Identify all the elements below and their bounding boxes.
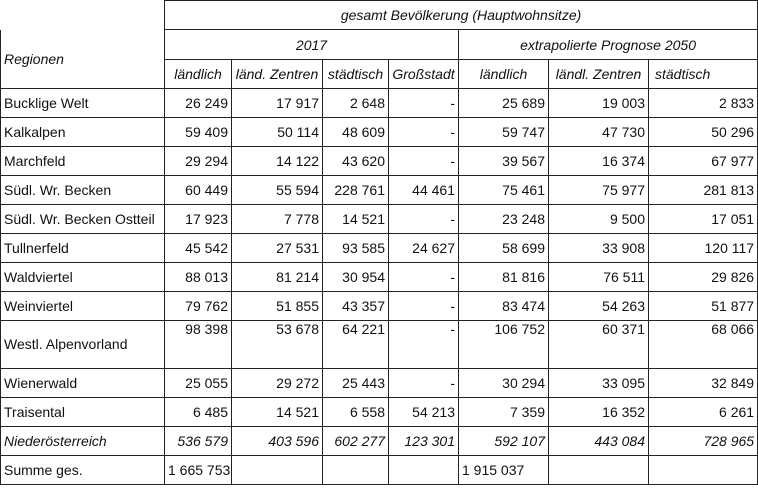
region-name: Waldviertel [1,263,165,292]
value-cell: 48 609 [323,118,389,147]
value-cell: 98 398 [165,321,232,369]
value-cell: 29 272 [232,369,323,398]
value-cell: 14 122 [232,147,323,176]
value-cell: - [389,369,459,398]
value-cell: 81 816 [459,263,549,292]
table-row [1,89,758,118]
value-cell: 592 107 [459,427,549,456]
region-name: Wienerwald [1,369,165,398]
value-cell: 7 778 [232,205,323,234]
value-cell: 50 114 [232,118,323,147]
value-cell: 64 221 [323,321,389,369]
value-cell: - [389,147,459,176]
value-cell: 536 579 [165,427,232,456]
value-cell: - [389,321,459,369]
value-cell: 43 357 [323,292,389,321]
summe-row [1,456,758,485]
value-cell: 33 908 [549,234,649,263]
region-name: Marchfeld [1,147,165,176]
table-row [1,234,758,263]
value-cell: 403 596 [232,427,323,456]
value-cell: 26 249 [165,89,232,118]
header-prognose: extrapolierte Prognose 2050 [459,30,758,60]
table-row [1,369,758,398]
value-cell: 25 055 [165,369,232,398]
table-row [1,147,758,176]
value-cell: 51 877 [649,292,758,321]
col-header: Großstadt [389,60,459,89]
value-cell: 68 066 [649,321,758,369]
value-cell: 60 371 [549,321,649,369]
value-cell: 443 084 [549,427,649,456]
value-cell: 88 013 [165,263,232,292]
table-row [1,292,758,321]
value-cell: - [389,205,459,234]
value-cell: 79 762 [165,292,232,321]
value-cell: 67 977 [649,147,758,176]
value-cell: 9 500 [549,205,649,234]
value-cell: 106 752 [459,321,549,369]
header-top: gesamt Bevölkerung (Hauptwohnsitze) [165,1,758,30]
value-cell: 16 374 [549,147,649,176]
col-header: städtisch [323,60,389,89]
value-cell: 7 359 [459,398,549,427]
table-row [1,205,758,234]
value-cell: 55 594 [232,176,323,205]
value-cell: 25 689 [459,89,549,118]
region-name: Traisental [1,398,165,427]
region-name: Westl. Alpenvorland [1,321,165,369]
col-header: ländlich [165,60,232,89]
value-cell: 123 301 [389,427,459,456]
value-cell: 27 531 [232,234,323,263]
region-name: Südl. Wr. Becken Ostteil [1,205,165,234]
value-cell: 83 474 [459,292,549,321]
region-name: Bucklige Welt [1,89,165,118]
value-cell: 76 511 [549,263,649,292]
value-cell: 60 449 [165,176,232,205]
summe-2017: 1 665 753 [165,456,232,485]
table-row [1,263,758,292]
value-cell: 14 521 [232,398,323,427]
empty-cell [323,456,389,485]
empty-cell [549,456,649,485]
value-cell: - [389,89,459,118]
value-cell: 2 833 [649,89,758,118]
value-cell: - [389,263,459,292]
value-cell: 30 954 [323,263,389,292]
header-2017: 2017 [165,30,459,60]
table-row [1,427,758,456]
value-cell: 59 747 [459,118,549,147]
region-name: Südl. Wr. Becken [1,176,165,205]
value-cell: 51 855 [232,292,323,321]
value-cell: 75 461 [459,176,549,205]
value-cell: 50 296 [649,118,758,147]
table-row [1,398,758,427]
regions-label: Regionen [1,30,165,89]
value-cell: 81 214 [232,263,323,292]
value-cell: 228 761 [323,176,389,205]
col-header: städtisch [649,60,758,89]
region-name: Summe ges. [1,456,165,485]
value-cell: 32 849 [649,369,758,398]
value-cell: 25 443 [323,369,389,398]
value-cell: - [389,292,459,321]
value-cell: 47 730 [549,118,649,147]
value-cell: 23 248 [459,205,549,234]
value-cell: 6 485 [165,398,232,427]
value-cell: 45 542 [165,234,232,263]
value-cell: 39 567 [459,147,549,176]
value-cell: 59 409 [165,118,232,147]
table-row [1,176,758,205]
value-cell: 58 699 [459,234,549,263]
value-cell: 30 294 [459,369,549,398]
region-name: Kalkalpen [1,118,165,147]
value-cell: 602 277 [323,427,389,456]
value-cell: 29 294 [165,147,232,176]
region-name: Tullnerfeld [1,234,165,263]
col-header: länd. Zentren [232,60,323,89]
value-cell: 120 117 [649,234,758,263]
col-header: ländlich [459,60,549,89]
value-cell: 728 965 [649,427,758,456]
value-cell: 33 095 [549,369,649,398]
col-header: ländl. Zentren [549,60,649,89]
value-cell: 24 627 [389,234,459,263]
corner-empty [1,1,165,30]
value-cell: 44 461 [389,176,459,205]
table-row [1,321,758,369]
value-cell: 17 051 [649,205,758,234]
value-cell: 14 521 [323,205,389,234]
value-cell: 19 003 [549,89,649,118]
empty-cell [232,456,323,485]
value-cell: 2 648 [323,89,389,118]
value-cell: 54 263 [549,292,649,321]
value-cell: 16 352 [549,398,649,427]
value-cell: 17 923 [165,205,232,234]
region-name: Weinviertel [1,292,165,321]
value-cell: - [389,118,459,147]
region-name: Niederösterreich [1,427,165,456]
value-cell: 54 213 [389,398,459,427]
summe-2050: 1 915 037 [459,456,549,485]
value-cell: 6 558 [323,398,389,427]
table-row [1,118,758,147]
value-cell: 75 977 [549,176,649,205]
value-cell: 29 826 [649,263,758,292]
empty-cell [389,456,459,485]
value-cell: 43 620 [323,147,389,176]
empty-cell [649,456,758,485]
value-cell: 281 813 [649,176,758,205]
value-cell: 93 585 [323,234,389,263]
value-cell: 53 678 [232,321,323,369]
value-cell: 17 917 [232,89,323,118]
value-cell: 6 261 [649,398,758,427]
